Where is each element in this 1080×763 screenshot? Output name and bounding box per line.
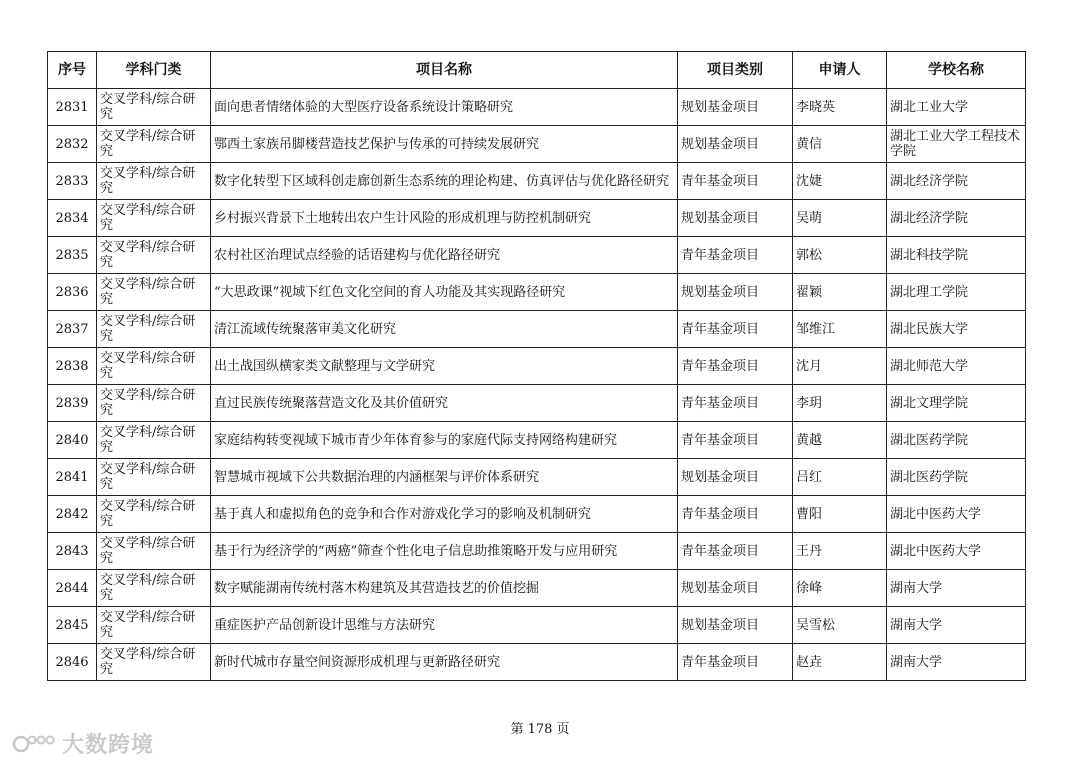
cell-discipline: 交叉学科/综合研究 xyxy=(97,607,211,644)
cell-project-name: 新时代城市存量空间资源形成机理与更新路径研究 xyxy=(211,644,678,681)
cell-index: 2839 xyxy=(48,385,97,422)
cell-project-type: 青年基金项目 xyxy=(678,348,793,385)
cell-applicant: 沈月 xyxy=(793,348,887,385)
cell-index: 2836 xyxy=(48,274,97,311)
table-row xyxy=(48,533,1026,570)
cell-school: 湖北中医药大学 xyxy=(887,533,1026,570)
page-number: 第 178 页 xyxy=(510,722,570,737)
cell-project-name: 数字化转型下区域科创走廊创新生态系统的理论构建、仿真评估与优化路径研究 xyxy=(211,163,678,200)
cell-project-name: “大思政课”视域下红色文化空间的育人功能及其实现路径研究 xyxy=(211,274,678,311)
cell-project-name: 基于行为经济学的“两癌”筛查个性化电子信息助推策略开发与应用研究 xyxy=(211,533,678,570)
cell-school: 湖北师范大学 xyxy=(887,348,1026,385)
cell-project-name: 基于真人和虚拟角色的竞争和合作对游戏化学习的影响及机制研究 xyxy=(211,496,678,533)
cell-school: 湖南大学 xyxy=(887,644,1026,681)
header-index: 序号 xyxy=(48,52,97,89)
table-body xyxy=(48,89,1026,681)
cell-school: 湖北中医药大学 xyxy=(887,496,1026,533)
cell-applicant: 徐峰 xyxy=(793,570,887,607)
cell-discipline: 交叉学科/综合研究 xyxy=(97,348,211,385)
table-row xyxy=(48,644,1026,681)
table-row xyxy=(48,607,1026,644)
cell-discipline: 交叉学科/综合研究 xyxy=(97,163,211,200)
table-row xyxy=(48,126,1026,163)
cell-project-type: 规划基金项目 xyxy=(678,570,793,607)
cell-project-type: 规划基金项目 xyxy=(678,200,793,237)
cell-discipline: 交叉学科/综合研究 xyxy=(97,126,211,163)
cell-discipline: 交叉学科/综合研究 xyxy=(97,89,211,126)
cell-applicant: 赵垚 xyxy=(793,644,887,681)
cell-applicant: 吕红 xyxy=(793,459,887,496)
cell-school: 湖北科技学院 xyxy=(887,237,1026,274)
cell-project-name: 鄂西土家族吊脚楼营造技艺保护与传承的可持续发展研究 xyxy=(211,126,678,163)
cell-project-type: 青年基金项目 xyxy=(678,385,793,422)
cell-project-name: 数字赋能湖南传统村落木构建筑及其营造技艺的价值挖掘 xyxy=(211,570,678,607)
cell-index: 2846 xyxy=(48,644,97,681)
header-applicant: 申请人 xyxy=(793,52,887,89)
header-project-name: 项目名称 xyxy=(211,52,678,89)
cell-project-type: 青年基金项目 xyxy=(678,644,793,681)
header-discipline: 学科门类 xyxy=(97,52,211,89)
table-row xyxy=(48,422,1026,459)
cell-project-name: 农村社区治理试点经验的话语建构与优化路径研究 xyxy=(211,237,678,274)
cell-index: 2835 xyxy=(48,237,97,274)
table-row xyxy=(48,200,1026,237)
cell-index: 2833 xyxy=(48,163,97,200)
cell-discipline: 交叉学科/综合研究 xyxy=(97,570,211,607)
watermark-text: 大数跨境 xyxy=(62,733,155,758)
cell-index: 2832 xyxy=(48,126,97,163)
cell-applicant: 邹维江 xyxy=(793,311,887,348)
cell-project-name: 家庭结构转变视域下城市青少年体育参与的家庭代际支持网络构建研究 xyxy=(211,422,678,459)
watermark-logo-icon xyxy=(12,733,58,755)
cell-index: 2831 xyxy=(48,89,97,126)
cell-applicant: 李晓英 xyxy=(793,89,887,126)
cell-school: 湖南大学 xyxy=(887,607,1026,644)
table-row xyxy=(48,89,1026,126)
cell-applicant: 王丹 xyxy=(793,533,887,570)
header-project-type: 项目类别 xyxy=(678,52,793,89)
cell-school: 湖北工业大学 xyxy=(887,89,1026,126)
cell-index: 2834 xyxy=(48,200,97,237)
cell-project-name: 出土战国纵横家类文献整理与文学研究 xyxy=(211,348,678,385)
cell-project-type: 青年基金项目 xyxy=(678,237,793,274)
cell-discipline: 交叉学科/综合研究 xyxy=(97,459,211,496)
table-row xyxy=(48,496,1026,533)
cell-index: 2840 xyxy=(48,422,97,459)
cell-index: 2845 xyxy=(48,607,97,644)
cell-index: 2838 xyxy=(48,348,97,385)
cell-project-type: 青年基金项目 xyxy=(678,163,793,200)
cell-applicant: 黄信 xyxy=(793,126,887,163)
cell-applicant: 沈婕 xyxy=(793,163,887,200)
cell-project-type: 青年基金项目 xyxy=(678,311,793,348)
cell-project-name: 面向患者情绪体验的大型医疗设备系统设计策略研究 xyxy=(211,89,678,126)
cell-project-type: 青年基金项目 xyxy=(678,496,793,533)
cell-school: 湖北文理学院 xyxy=(887,385,1026,422)
table-row xyxy=(48,570,1026,607)
cell-index: 2841 xyxy=(48,459,97,496)
cell-school: 湖南大学 xyxy=(887,570,1026,607)
cell-project-name: 直过民族传统聚落营造文化及其价值研究 xyxy=(211,385,678,422)
table-row xyxy=(48,385,1026,422)
cell-index: 2844 xyxy=(48,570,97,607)
cell-index: 2843 xyxy=(48,533,97,570)
watermark xyxy=(12,728,154,759)
cell-school: 湖北工业大学工程技术学院 xyxy=(887,126,1026,163)
cell-discipline: 交叉学科/综合研究 xyxy=(97,311,211,348)
table-row xyxy=(48,237,1026,274)
cell-project-name: 智慧城市视域下公共数据治理的内涵框架与评价体系研究 xyxy=(211,459,678,496)
cell-applicant: 郭松 xyxy=(793,237,887,274)
cell-school: 湖北医药学院 xyxy=(887,422,1026,459)
cell-index: 2842 xyxy=(48,496,97,533)
cell-applicant: 黄越 xyxy=(793,422,887,459)
header-row xyxy=(48,52,1026,89)
cell-discipline: 交叉学科/综合研究 xyxy=(97,385,211,422)
cell-applicant: 翟颖 xyxy=(793,274,887,311)
cell-discipline: 交叉学科/综合研究 xyxy=(97,496,211,533)
table-row xyxy=(48,311,1026,348)
table-row xyxy=(48,274,1026,311)
cell-discipline: 交叉学科/综合研究 xyxy=(97,644,211,681)
cell-school: 湖北民族大学 xyxy=(887,311,1026,348)
cell-discipline: 交叉学科/综合研究 xyxy=(97,533,211,570)
cell-project-type: 青年基金项目 xyxy=(678,533,793,570)
cell-school: 湖北理工学院 xyxy=(887,274,1026,311)
table-row xyxy=(48,348,1026,385)
cell-project-type: 规划基金项目 xyxy=(678,89,793,126)
table-header xyxy=(48,52,1026,89)
cell-project-type: 规划基金项目 xyxy=(678,607,793,644)
project-table xyxy=(47,51,1026,681)
cell-project-type: 青年基金项目 xyxy=(678,422,793,459)
cell-applicant: 李玥 xyxy=(793,385,887,422)
cell-project-type: 规划基金项目 xyxy=(678,126,793,163)
header-school: 学校名称 xyxy=(887,52,1026,89)
cell-school: 湖北经济学院 xyxy=(887,163,1026,200)
cell-school: 湖北医药学院 xyxy=(887,459,1026,496)
cell-project-name: 乡村振兴背景下土地转出农户生计风险的形成机理与防控机制研究 xyxy=(211,200,678,237)
cell-school: 湖北经济学院 xyxy=(887,200,1026,237)
cell-discipline: 交叉学科/综合研究 xyxy=(97,422,211,459)
cell-applicant: 吴萌 xyxy=(793,200,887,237)
cell-project-name: 重症医护产品创新设计思维与方法研究 xyxy=(211,607,678,644)
table-row xyxy=(48,163,1026,200)
cell-discipline: 交叉学科/综合研究 xyxy=(97,200,211,237)
cell-index: 2837 xyxy=(48,311,97,348)
table-row xyxy=(48,459,1026,496)
cell-project-type: 规划基金项目 xyxy=(678,459,793,496)
cell-project-name: 清江流域传统聚落审美文化研究 xyxy=(211,311,678,348)
cell-applicant: 吴雪松 xyxy=(793,607,887,644)
cell-applicant: 曹阳 xyxy=(793,496,887,533)
cell-discipline: 交叉学科/综合研究 xyxy=(97,274,211,311)
cell-discipline: 交叉学科/综合研究 xyxy=(97,237,211,274)
cell-project-type: 规划基金项目 xyxy=(678,274,793,311)
